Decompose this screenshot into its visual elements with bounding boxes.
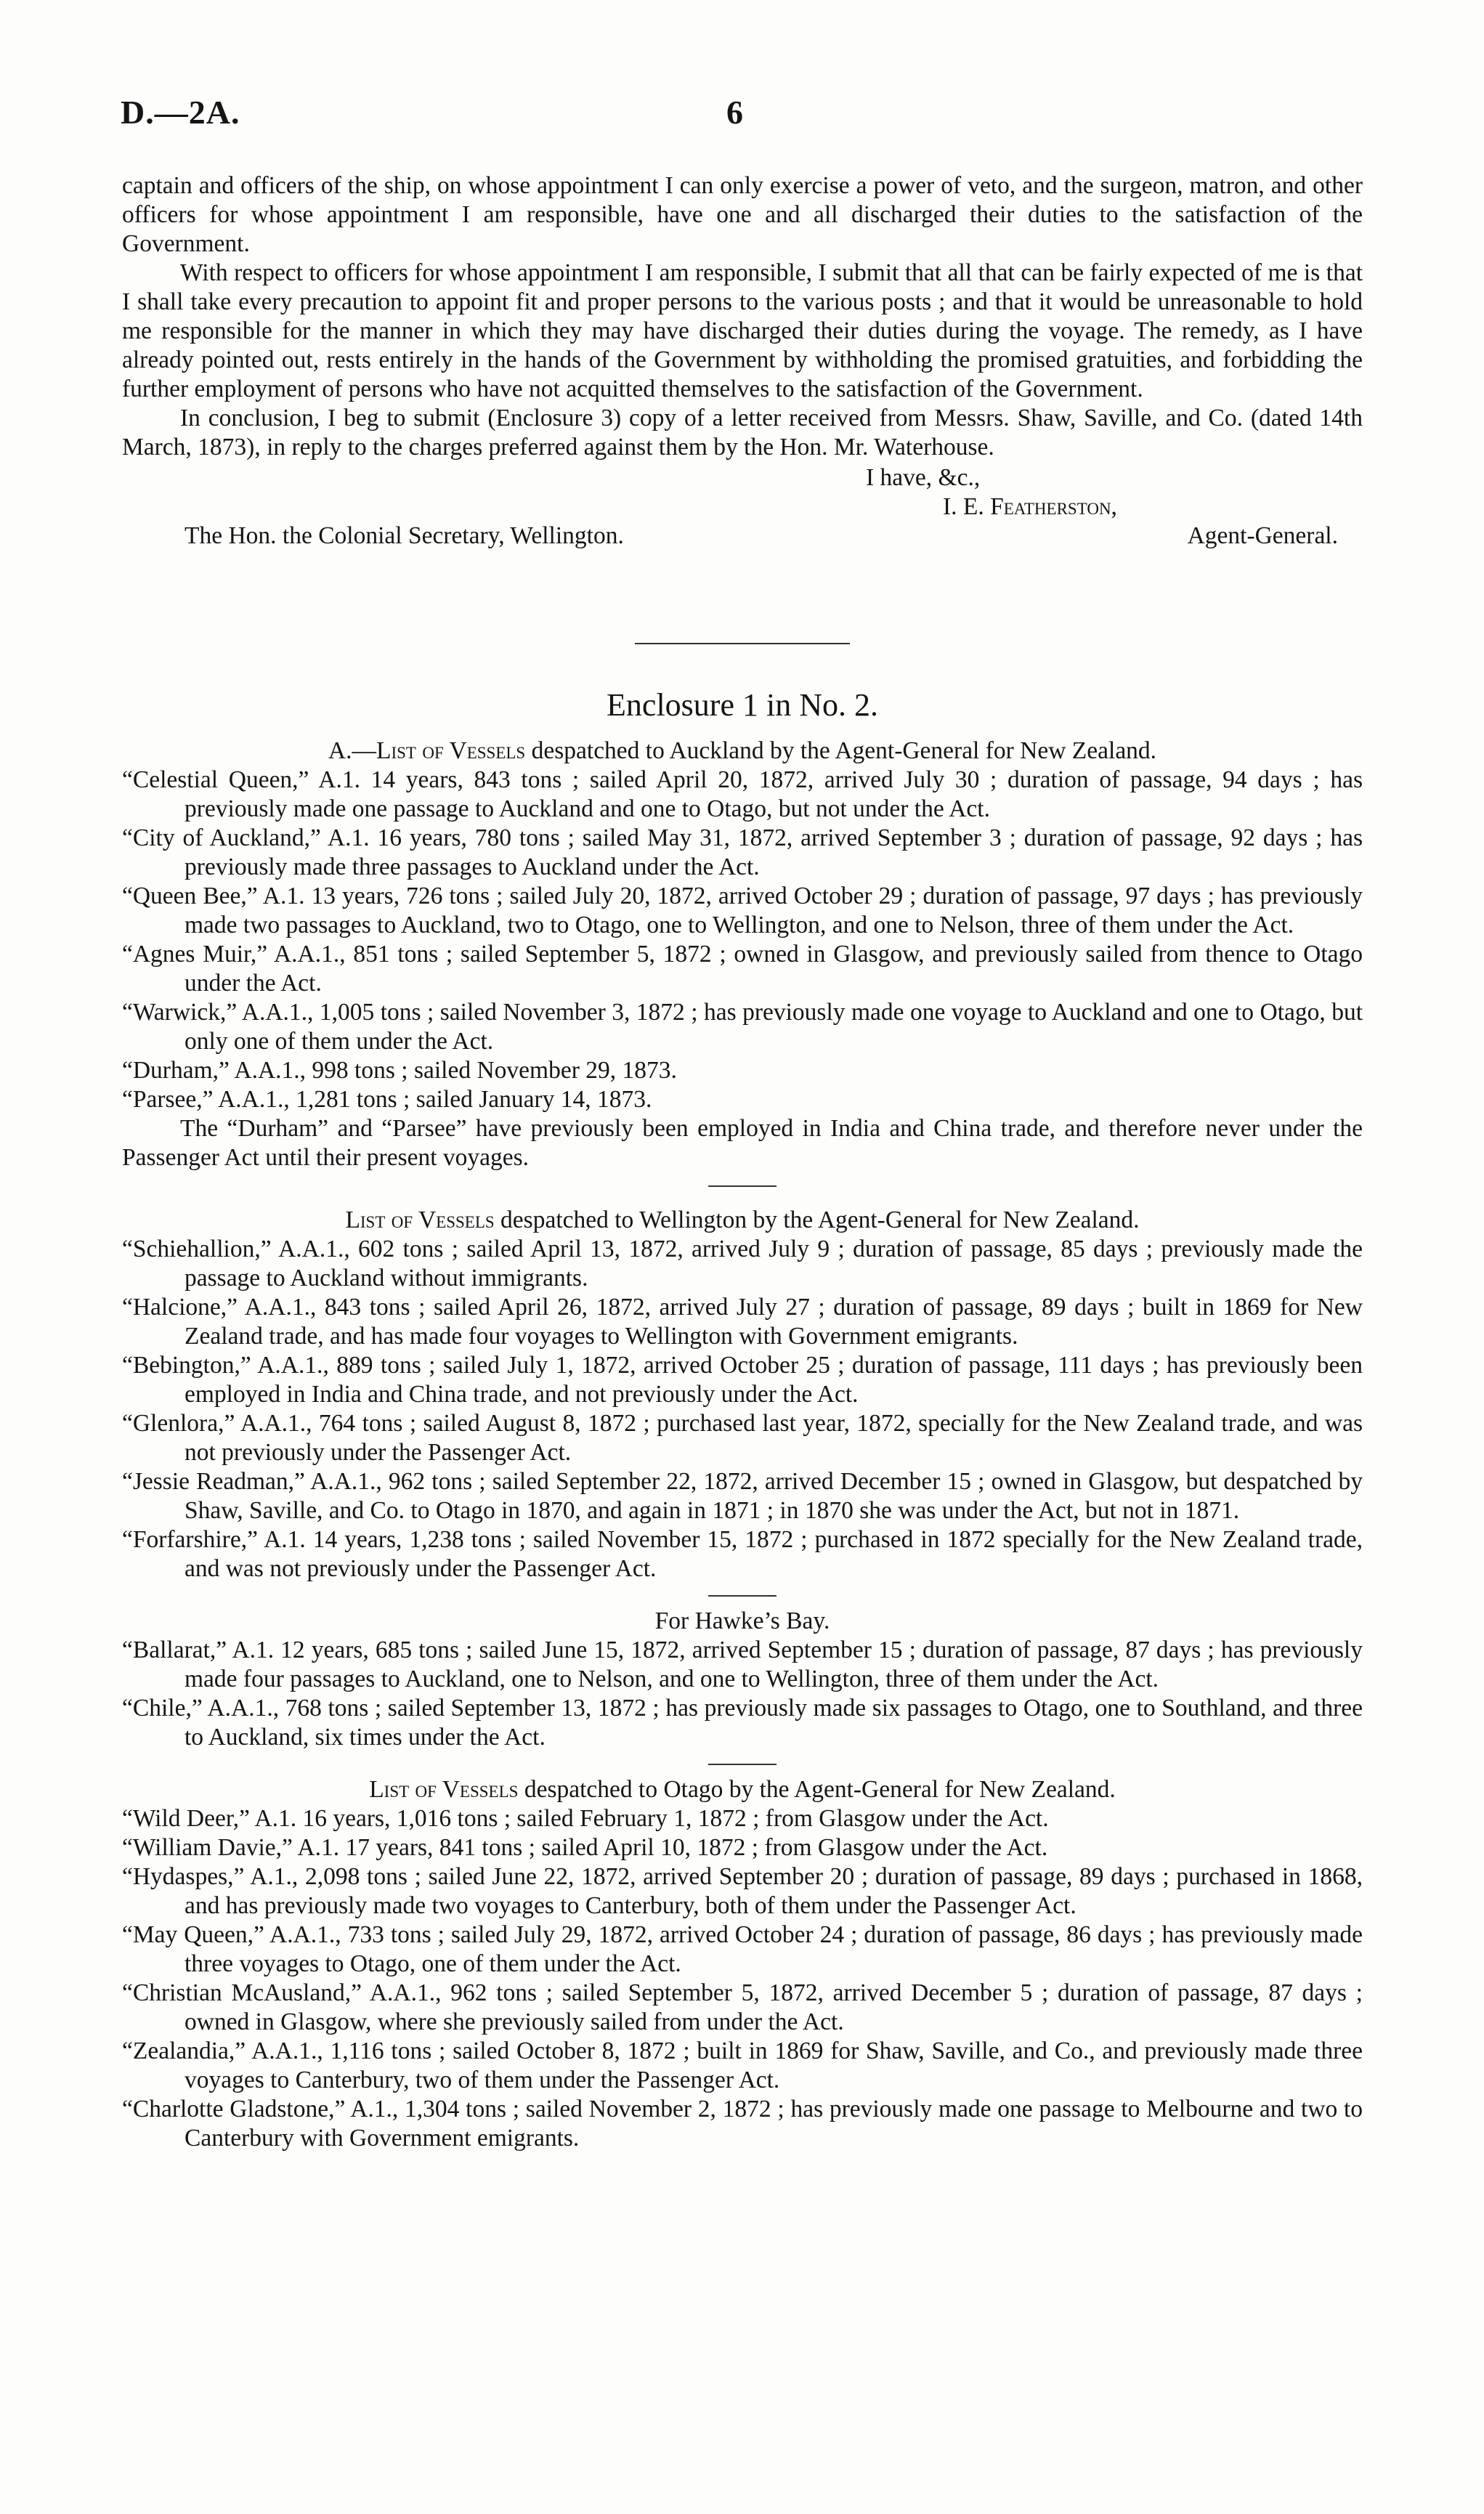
section-divider [635, 643, 850, 644]
enclosure-title: Enclosure 1 in No. 2. [607, 687, 878, 723]
vessel-entry: “Queen Bee,” A.1. 13 years, 726 tons ; sailed July 20, 1872, arrived October 29 ; duration of passage, 97 days ; has previously made two passages to Auckland, two to Otago, one to Wellington, and one to Nelson, three of them under the Act. [122, 883, 1363, 938]
document-reference: D.—2A. [121, 94, 240, 131]
hawkes-bay-heading: For Hawke’s Bay. [654, 1607, 830, 1634]
vessel-entry: “William Davie,” A.1. 17 years, 841 tons ; sailed April 10, 1872 ; from Glasgow under the Act. [122, 1834, 1048, 1861]
vessel-entry: “Glenlora,” A.A.1., 764 tons ; sailed August 8, 1872 ; purchased last year, 1872, specially for the New Zealand trade, and was not previously under the Passenger Act. [122, 1410, 1363, 1466]
vessel-entry: “Chile,” A.A.1., 768 tons ; sailed September 13, 1872 ; has previously made six passages to Otago, one to Southland, and three to Auckland, six times under the Act. [122, 1695, 1363, 1751]
vessel-entry: “Durham,” A.A.1., 998 tons ; sailed November 29, 1873. [122, 1057, 677, 1084]
wellington-list-heading: List of Vessels despatched to Wellington by the Agent-General for New Zealand. [345, 1207, 1140, 1233]
list-divider [708, 1185, 777, 1187]
letter-closing: I have, &c., [866, 464, 981, 491]
vessel-entry: “Parsee,” A.A.1., 1,281 tons ; sailed January 14, 1873. [122, 1086, 652, 1113]
vessel-entry: “Jessie Readman,” A.A.1., 962 tons ; sailed September 22, 1872, arrived December 15 ; owned in Glasgow, but despatched by Shaw, Saville, and Co. to Otago in 1870, and again in 1871 ; in 1870 she was under the Act, but not in 1871. [122, 1468, 1363, 1524]
signatory-title: Agent-General. [1187, 522, 1338, 549]
otago-list-heading: List of Vessels despatched to Otago by the Agent-General for New Zealand. [369, 1776, 1116, 1803]
vessel-entry: “Forfarshire,” A.1. 14 years, 1,238 tons ; sailed November 15, 1872 ; purchased in 1872 specially for the New Zealand trade, and was not previously under the Passenger Act. [122, 1526, 1363, 1582]
vessel-entry: “Zealandia,” A.A.1., 1,116 tons ; sailed October 8, 1872 ; built in 1869 for Shaw, Saville, and Co., and previously made three voyages to Canterbury, two of them under the Passenger Act. [122, 2037, 1363, 2093]
vessel-entry: “Ballarat,” A.1. 12 years, 685 tons ; sailed June 15, 1872, arrived September 15 ; duration of passage, 87 days ; has previously made four passages to Auckland, one to Nelson, and one to Wellington, three of them under the Act. [122, 1637, 1363, 1692]
vessel-entry: “Halcione,” A.A.1., 843 tons ; sailed April 26, 1872, arrived July 27 ; duration of passage, 89 days ; built in 1869 for New Zealand trade, and has made four voyages to Wellington with Government emigrants. [122, 1294, 1363, 1350]
vessel-entry: “Warwick,” A.A.1., 1,005 tons ; sailed November 3, 1872 ; has previously made one voyage to Auckland and one to Otago, but only one of them under the Act. [122, 999, 1363, 1055]
vessel-entry: “Charlotte Gladstone,” A.1., 1,304 tons ; sailed November 2, 1872 ; has previously made one passage to Melbourne and two to Canterbury with Government emigrants. [122, 2096, 1363, 2152]
vessel-entry: “Schiehallion,” A.A.1., 602 tons ; sailed April 13, 1872, arrived July 9 ; duration of passage, 85 days ; previously made the passage to Auckland without immigrants. [122, 1236, 1363, 1292]
letter-addressee: The Hon. the Colonial Secretary, Wellington. [185, 522, 624, 549]
vessel-entry: “Bebington,” A.A.1., 889 tons ; sailed July 1, 1872, arrived October 25 ; duration of passage, 111 days ; has previously been employed in India and China trade, and not previously under the Act. [122, 1352, 1363, 1408]
vessel-entry: “City of Auckland,” A.1. 16 years, 780 tons ; sailed May 31, 1872, arrived September 3 ; duration of passage, 92 days ; has previously made three passages to Auckland under the Act. [122, 824, 1363, 880]
vessel-entry: “Celestial Queen,” A.1. 14 years, 843 tons ; sailed April 20, 1872, arrived July 30 ; duration of passage, 94 days ; has previously made one passage to Auckland and one to Otago, but not under the Act. [122, 766, 1363, 822]
letter-footer [122, 522, 1363, 551]
signature-name: I. E. Featherston, [943, 493, 1117, 520]
vessel-entry: “Agnes Muir,” A.A.1., 851 tons ; sailed September 5, 1872 ; owned in Glasgow, and previously sailed from thence to Otago under the Act. [122, 941, 1363, 997]
letter-paragraph-2: With respect to officers for whose appointment I am responsible, I submit that all that can be fairly expected of me is that I shall take every precaution to appoint fit and proper persons to the various posts ; and that it would be unreasonable to hold me responsible for the manner in which they may have discharged their duties during the voyage. The remedy, as I have already pointed out, rests entirely in the hands of the Government by withholding the promised gratuities, and forbidding the further employment of persons who have not acquitted themselves to the satisfaction of the Government. [122, 259, 1363, 402]
auckland-note: The “Durham” and “Parsee” have previously been employed in India and China trade, and therefore never under the Passenger Act until their present voyages. [122, 1115, 1363, 1171]
list-divider [708, 1764, 777, 1765]
enclosure-body [122, 737, 1363, 2153]
letter-paragraph-1: captain and officers of the ship, on whose appointment I can only exercise a power of veto, and the surgeon, matron, and other officers for whose appointment I am responsible, have one and all discharged their duties to the satisfaction of the Government. [122, 172, 1363, 257]
page-number: 6 [726, 94, 743, 131]
letter-signature [122, 492, 1363, 522]
list-divider [708, 1595, 777, 1597]
vessel-entry: “Christian McAusland,” A.A.1., 962 tons ; sailed September 5, 1872, arrived December 5 ; duration of passage, 87 days ; owned in Glasgow, where she previously sailed from under the Act. [122, 1979, 1363, 2035]
vessel-entry: “Hydaspes,” A.1., 2,098 tons ; sailed June 22, 1872, arrived September 20 ; duration of passage, 89 days ; purchased in 1868, and has previously made two voyages to Canterbury, both of them under the Passenger Act. [122, 1863, 1363, 1919]
auckland-list-heading: A.—List of Vessels despatched to Auckland by the Agent-General for New Zealand. [328, 737, 1157, 764]
vessel-entry: “Wild Deer,” A.1. 16 years, 1,016 tons ; sailed February 1, 1872 ; from Glasgow under the Act. [122, 1805, 1049, 1832]
letter-paragraph-3: In conclusion, I beg to submit (Enclosure 3) copy of a letter received from Messrs. Shaw, Saville, and Co. (dated 14th March, 1873), in reply to the charges preferred against them by the Hon. Mr. Waterhouse. [122, 405, 1363, 461]
vessel-entry: “May Queen,” A.A.1., 733 tons ; sailed July 29, 1872, arrived October 24 ; duration of passage, 86 days ; has previously made three voyages to Otago, one of them under the Act. [122, 1921, 1363, 1977]
letter-body [122, 171, 1363, 551]
